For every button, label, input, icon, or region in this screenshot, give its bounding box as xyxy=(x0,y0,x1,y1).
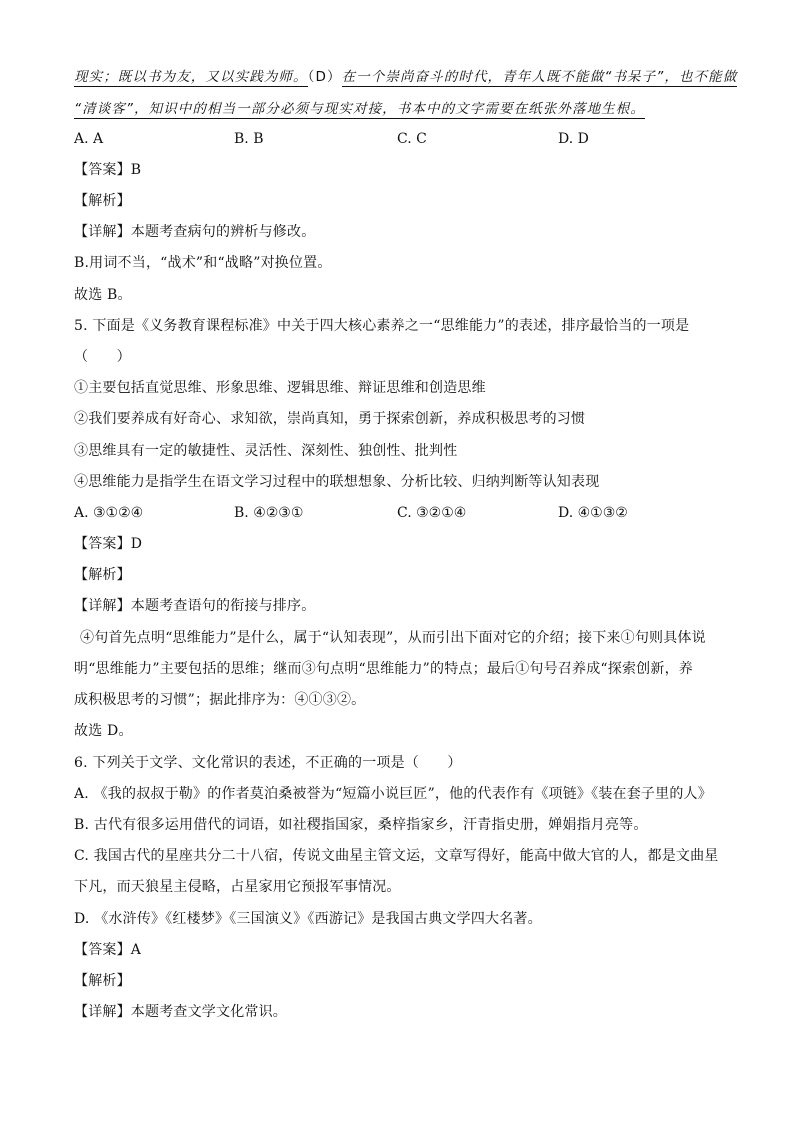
q5-sentence-3: ③思维具有一定的敏捷性、灵活性、深刻性、独创性、批判性 xyxy=(74,443,458,459)
q6-option-b: B. 古代有很多运用借代的词语，如社稷指国家，桑梓指家乡，汗青指史册，婵娟指月亮等。 xyxy=(74,817,648,833)
q6-detail: 【详解】本题考查文学文化常识。 xyxy=(74,1004,287,1020)
q5-answer: 【答案】D xyxy=(74,536,143,552)
prev-passage-text-b: 在一个崇尚奋斗的时代，青年人既不能做“书呆子”，也不能做 xyxy=(341,69,738,85)
prev-passage-line-2 xyxy=(74,100,645,118)
q5-stem-line-2: （ ） xyxy=(74,349,131,365)
q5-option-a: A. ③①②④ xyxy=(74,505,144,521)
q4-explanation: B.用词不当，“战术”和“战略”对换位置。 xyxy=(74,255,332,271)
q4-option-a: A. A xyxy=(74,131,104,147)
q4-choose: 故选 B。 xyxy=(74,287,132,303)
q5-sentence-2: ②我们要养成有好奇心、求知欲，崇尚真知，勇于探索创新，养成积极思考的习惯 xyxy=(74,411,586,427)
prev-passage-text-a: 现实；既以书为友，又以实践为师。 xyxy=(74,69,308,85)
q4-detail: 【详解】本题考查病句的辨析与修改。 xyxy=(74,224,316,240)
q6-analysis-heading: 【解析】 xyxy=(74,973,131,989)
q4-option-d: D. D xyxy=(558,131,589,147)
q5-option-d: D. ④①③② xyxy=(558,505,628,521)
q6-stem: 6. 下列关于文学、文化常识的表述，不正确的一项是（ ） xyxy=(74,755,462,771)
q5-option-c: C. ③②①④ xyxy=(397,505,467,521)
q6-option-c-line-1: C. 我国古代的星座共分二十八宿，传说文曲星主管文运，文章写得好，能高中做大官的人，都是文曲星 xyxy=(74,848,719,864)
q5-sentence-1: ①主要包括直觉思维、形象思维、逻辑思维、辩证思维和创造思维 xyxy=(74,380,486,396)
q6-answer: 【答案】A xyxy=(74,942,142,958)
q5-sentence-4: ④思维能力是指学生在语文学习过程中的联想想象、分析比较、归纳判断等认知表现 xyxy=(74,474,600,490)
prev-passage-line-1 xyxy=(74,68,737,86)
q5-explanation-line-2: 明“思维能力”主要包括的思维；继而③句点明“思维能力”的特点；最后①句号召养成“探索创新，养 xyxy=(74,661,693,677)
q6-option-d: D. 《水浒传》《红楼梦》《三国演义》《西游记》是我国古典文学四大名著。 xyxy=(74,911,542,927)
q5-explanation-line-1: ④句首先点明“思维能力”是什么，属于“认知表现”，从而引出下面对它的介绍；接下来①句则具体说 xyxy=(80,630,706,646)
q6-option-c-line-2: 下凡，而天狼星主侵略，占星家用它预报军事情况。 xyxy=(74,879,401,895)
q4-analysis-heading: 【解析】 xyxy=(74,193,131,209)
q4-option-c: C. C xyxy=(397,131,427,147)
q5-option-b: B. ④②③① xyxy=(234,505,304,521)
q5-stem-line-1: 5. 下面是《义务教育课程标准》中关于四大核心素养之一“思维能力”的表述，排序最恰当的一项是 xyxy=(74,318,690,334)
q5-explanation-line-3: 成积极思考的习惯”；据此排序为：④①③②。 xyxy=(74,692,366,708)
q5-choose: 故选 D。 xyxy=(74,723,133,739)
q6-option-a: A. 《我的叔叔于勒》的作者莫泊桑被誉为“短篇小说巨匠”，他的代表作有《项链》《装在套子里的人》 xyxy=(74,786,712,802)
prev-passage-text-c: “清谈客”，知识中的相当一部分必须与现实对接，书本中的文字需要在纸张外落地生根。 xyxy=(74,101,645,117)
q5-analysis-heading: 【解析】 xyxy=(74,567,131,583)
q4-option-b: B. B xyxy=(234,131,264,147)
q5-detail: 【详解】本题考查语句的衔接与排序。 xyxy=(74,598,316,614)
q4-answer: 【答案】B xyxy=(74,162,142,178)
option-tag: （D） xyxy=(307,69,342,85)
